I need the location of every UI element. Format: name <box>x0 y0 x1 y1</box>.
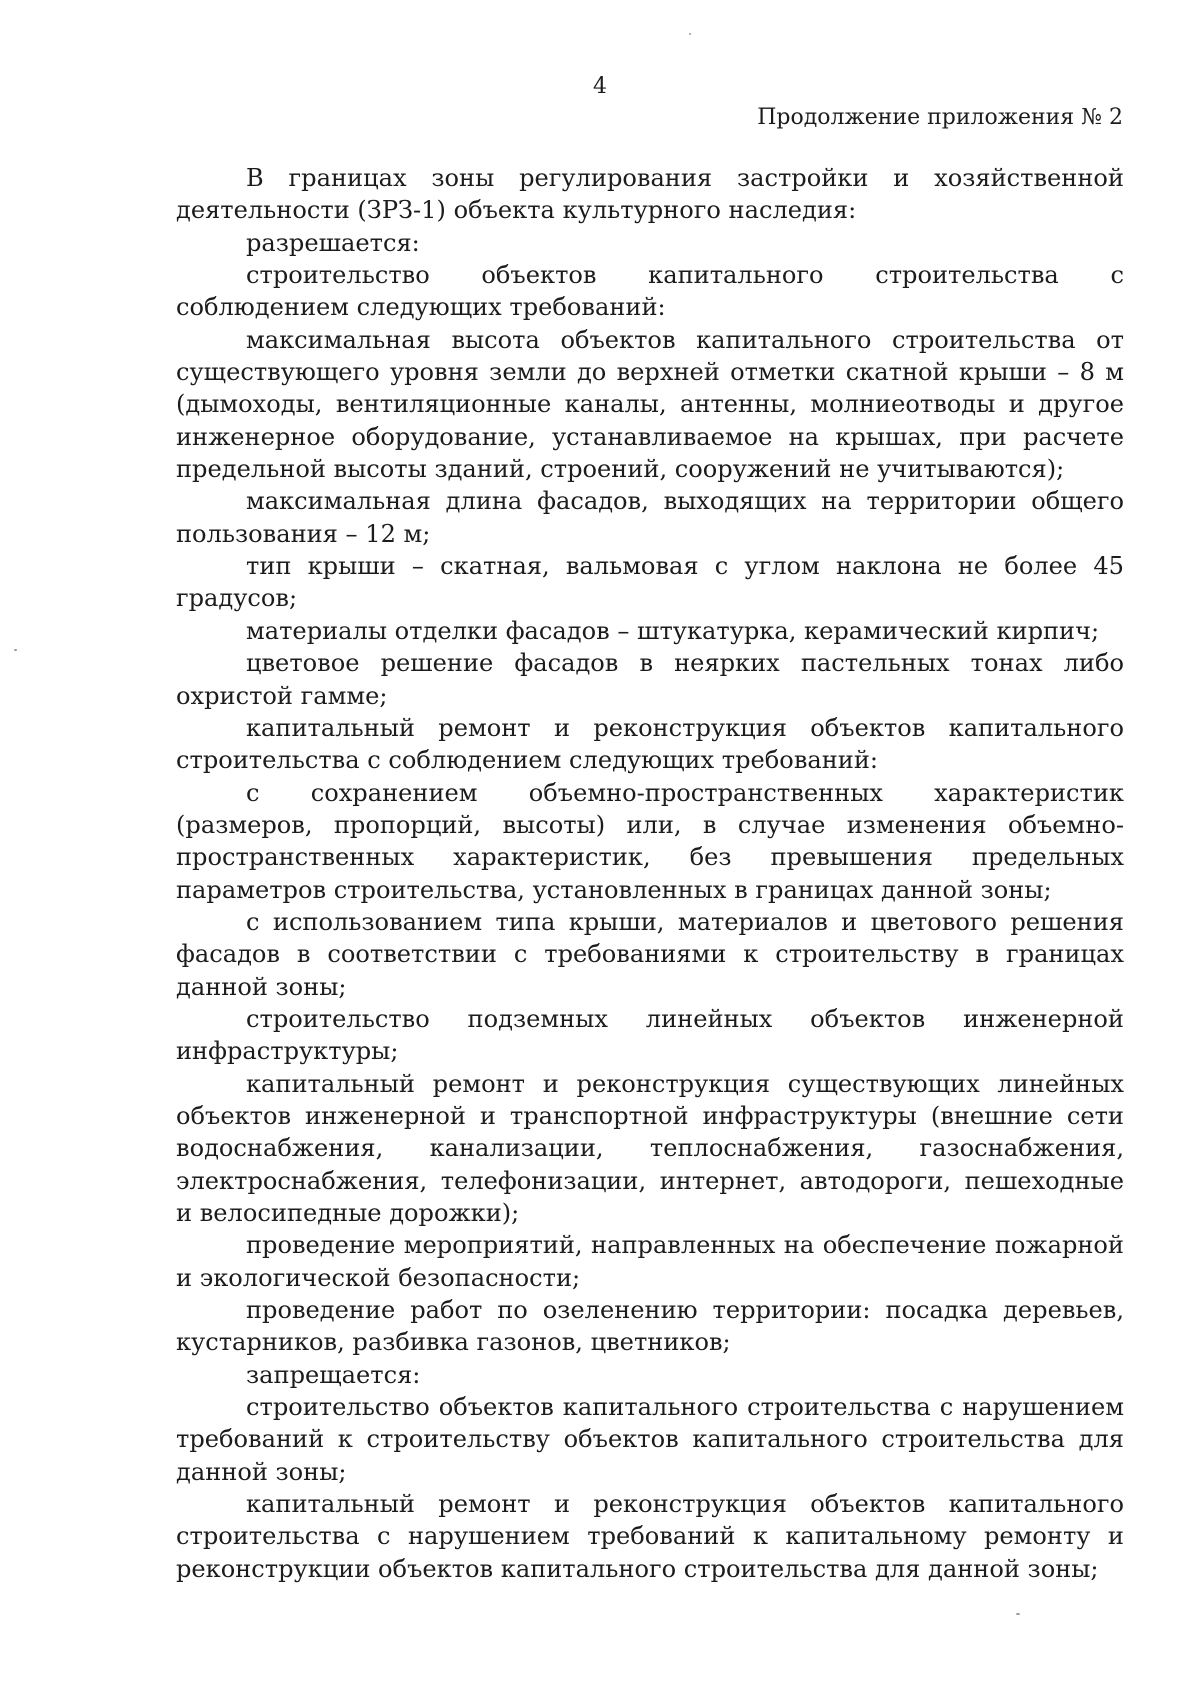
paragraph-fire-ecology-safety: проведение мероприятий, направленных на обеспечение пожарной и экологической безопасности; <box>176 1231 1124 1292</box>
paragraph-roof-type: тип крыши – скатная, вальмовая с углом наклона не более 45 градусов; <box>176 552 1124 613</box>
paragraph-prohibited-construction: строительство объектов капитального строительства с нарушением требований к строительству объектов капитального строительства для данной зоны; <box>176 1393 1124 1486</box>
paragraph-prohibited-repair: капитальный ремонт и реконструкция объектов капитального строительства с нарушением требований к капитальному ремонту и реконструкции объектов капитального строительства для данной зоны; <box>176 1490 1124 1583</box>
paragraph-underground-infrastructure: строительство подземных линейных объектов инженерной инфраструктуры; <box>176 1004 1124 1066</box>
scan-speck <box>14 649 17 651</box>
appendix-continuation-note: Продолжение приложения № 2 <box>757 105 1123 130</box>
paragraph-max-height: максимальная высота объектов капитального строительства от существующего уровня земли до верхней отметки скатной крыши – 8 м (дымоходы, вентиляционные каналы, антенны, молниеотводы и другое инженерное оборудование, устанавливаемое на крышах, при расчете предельной высоты зданий, строений, сооружений не учитываются); <box>176 325 1124 484</box>
paragraph-landscaping: проведение работ по озеленению территории: посадка деревьев, кустарников, разбивка газонов, цветников; <box>176 1296 1124 1357</box>
paragraph-permitted-heading: разрешается: <box>246 228 420 257</box>
paragraph-zone-intro: В границах зоны регулирования застройки и хозяйственной деятельности (ЗРЗ-1) объекта культурного наследия: <box>176 164 1124 225</box>
scan-speck <box>689 33 691 35</box>
paragraph-facade-colors: цветовое решение фасадов в неярких пастельных тонах либо охристой гамме; <box>176 649 1124 710</box>
paragraph-roof-materials-colors: с использованием типа крыши, материалов и цветового решения фасадов в соответствии с требованиями к строительству в границах данной зоны; <box>176 907 1124 1001</box>
paragraph-construction-requirements: строительство объектов капитального строительства с соблюдением следующих требований: <box>176 261 1124 322</box>
paragraph-facade-materials: материалы отделки фасадов – штукатурка, керамический кирпич; <box>246 616 1100 645</box>
page-number: 4 <box>593 74 607 99</box>
paragraph-prohibited-heading: запрещается: <box>246 1360 421 1389</box>
paragraph-repair-requirements: капитальный ремонт и реконструкция объектов капитального строительства с соблюдением следующих требований: <box>176 713 1124 775</box>
paragraph-linear-objects-repair: капитальный ремонт и реконструкция существующих линейных объектов инженерной и транспортной инфраструктуры (внешние сети водоснабжения, канализации, теплоснабжения, газоснабжения, электроснабжения, телефонизации, интернет, автодороги, пешеходные и велосипедные дорожки); <box>176 1069 1124 1227</box>
document-body <box>176 162 1124 1585</box>
paragraph-max-facade-length: максимальная длина фасадов, выходящих на территории общего пользования – 12 м; <box>176 487 1124 548</box>
paragraph-preserve-volume: с сохранением объемно-пространственных характеристик (размеров, пропорций, высоты) или, в случае изменения объемно-пространственных характеристик, без превышения предельных параметров строительства, установленных в границах данной зоны; <box>176 778 1124 904</box>
scan-speck <box>1016 1613 1020 1615</box>
